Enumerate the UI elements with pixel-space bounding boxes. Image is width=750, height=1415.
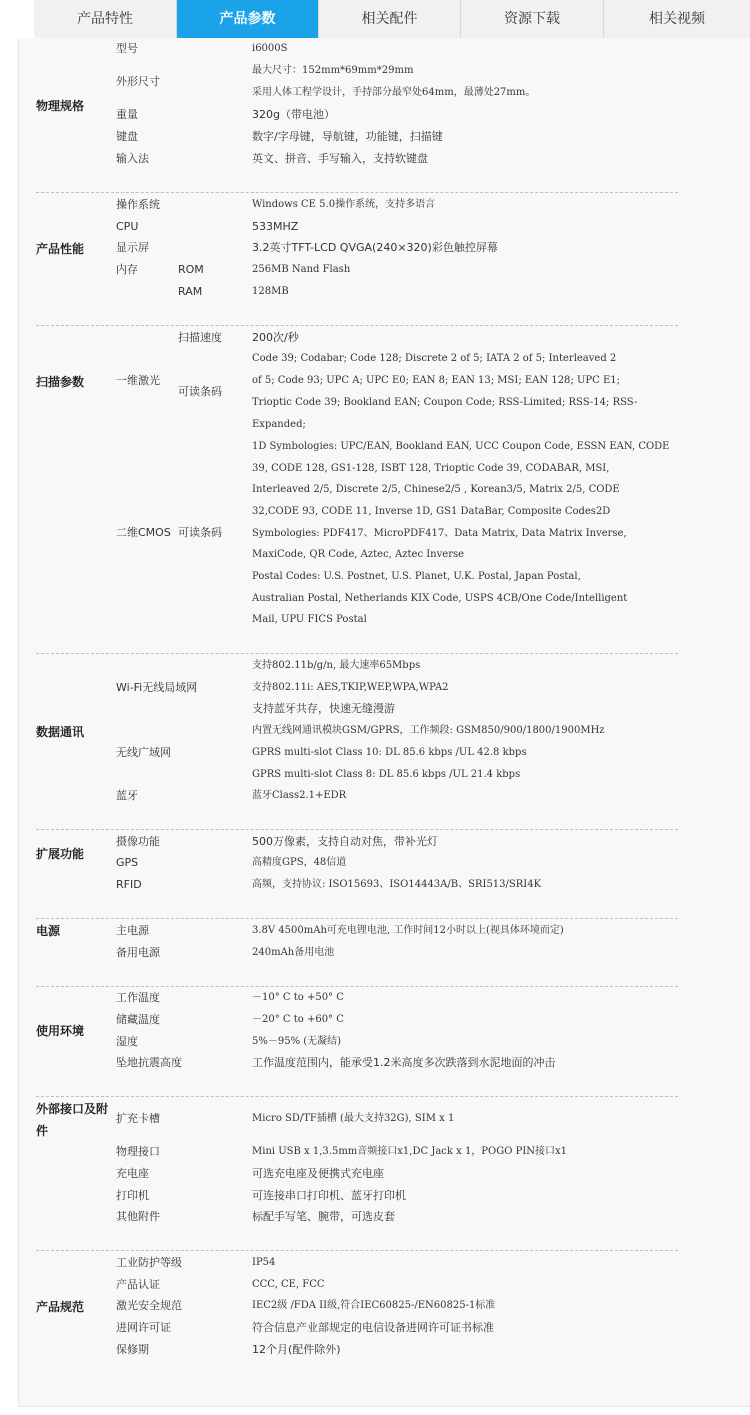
spec-value-size-2: 采用人体工程学设计，手持部分最窄处64mm，最薄处27mm。: [252, 87, 536, 98]
spec-value-model: i6000S: [252, 43, 288, 54]
spec-label-keyboard: 键盘: [116, 130, 138, 143]
spec-label-ram: RAM: [178, 285, 203, 298]
section-divider: [36, 918, 678, 919]
spec-label-memory: 内存: [116, 263, 138, 276]
spec-value-cmos-codes-line: MaxiCode, QR Code, Aztec, Aztec Inverse: [252, 549, 465, 560]
spec-label-wwan: 无线广域网: [116, 746, 171, 759]
spec-value-os: Windows CE 5.0操作系统，支持多语言: [252, 199, 436, 210]
section-divider: [36, 986, 678, 987]
spec-value-camera: 500万像素，支持自动对焦，带补光灯: [252, 835, 438, 848]
spec-label-cpu: CPU: [116, 220, 139, 233]
tab-features[interactable]: 产品特性: [34, 0, 177, 38]
spec-label-op-temp: 工作温度: [116, 991, 160, 1004]
spec-value-accessories: 标配手写笔、腕带，可选皮套: [252, 1210, 395, 1223]
spec-value-wifi: 支持蓝牙共存，快速无缝漫游: [252, 702, 395, 715]
spec-value-main-power: 3.8V 4500mAh可充电锂电池, 工作时间12小时以上(视具体环境而定): [252, 925, 564, 936]
spec-label-camera: 摄像功能: [116, 835, 160, 848]
spec-label-cmos-codes: 可读条码: [178, 526, 222, 539]
spec-value-drop: 工作温度范围内，能承受1.2米高度多次跌落到水泥地面的冲击: [252, 1056, 556, 1069]
spec-value-card-slot: Micro SD/TF插槽 (最大支持32G), SIM x 1: [252, 1113, 455, 1124]
spec-label-cradle: 充电座: [116, 1167, 149, 1180]
spec-value-cmos-codes-line: Mail, UPU FICS Postal: [252, 614, 367, 625]
section-divider: [36, 1250, 678, 1251]
spec-label-ports: 物理接口: [116, 1145, 160, 1158]
tab-downloads[interactable]: 资源下载: [461, 0, 604, 38]
spec-label-accessories: 其他附件: [116, 1210, 160, 1223]
spec-label-cmos: 二维CMOS: [116, 526, 171, 539]
spec-value-cmos-codes-line: Postal Codes: U.S. Postnet, U.S. Planet, U.K. Postal, Japan Postal,: [252, 571, 581, 582]
spec-value-cmos-codes-line: 39, CODE 128, GS1-128, ISBT 128, Trioptic Code 39, CODABAR, MSI,: [252, 463, 610, 474]
spec-value-cmos-codes-line: 32,CODE 93, CODE 11, Inverse 1D, GS1 DataBar, Composite Codes2D: [252, 506, 611, 517]
spec-label-humidity: 湿度: [116, 1035, 138, 1048]
tab-parameters[interactable]: 产品参数: [177, 0, 319, 38]
section-divider: [36, 325, 678, 326]
spec-value-wwan: GPRS multi-slot Class 8: DL 85.6 kbps /UL 21.4 kbps: [252, 769, 521, 780]
spec-value-input: 英文、拼音、手写输入，支持软键盘: [252, 152, 428, 165]
spec-value-laser-codes-line: Code 39; Codabar; Code 128; Discrete 2 of 5; IATA 2 of 5; Interleaved 2: [252, 353, 617, 364]
spec-value-ram: 128MB: [252, 286, 289, 297]
section-title-env: 使用环境: [36, 1024, 85, 1038]
spec-value-size-1: 最大尺寸：152mm*69mm*29mm: [252, 65, 414, 76]
spec-value-humidity: 5%－95% (无凝结): [252, 1036, 342, 1047]
product-tabs: [34, 0, 750, 38]
spec-label-warranty: 保修期: [116, 1343, 149, 1356]
spec-label-weight: 重量: [116, 108, 138, 121]
tab-accessories[interactable]: 相关配件: [319, 0, 461, 38]
spec-value-gps: 高精度GPS，48信道: [252, 857, 347, 868]
spec-value-cert: CCC, CE, FCC: [252, 1279, 325, 1290]
spec-value-cradle: 可选充电座及便携式充电座: [252, 1167, 384, 1180]
spec-label-laser-safety: 激光安全规范: [116, 1299, 182, 1312]
section-title-physical: 物理规格: [36, 99, 85, 113]
spec-label-ip: 工业防护等级: [116, 1256, 182, 1269]
section-title-scan: 扫描参数: [36, 375, 85, 389]
spec-label-storage-temp: 储藏温度: [116, 1013, 160, 1026]
section-divider: [36, 653, 678, 654]
spec-label-drop: 坠地抗震高度: [116, 1056, 182, 1069]
tab-videos[interactable]: 相关视频: [649, 11, 705, 27]
spec-value-ip: IP54: [252, 1257, 276, 1268]
spec-value-warranty: 12个月(配件除外): [252, 1343, 341, 1356]
spec-label-os: 操作系统: [116, 198, 160, 211]
spec-label-wifi: Wi-Fi无线局域网: [116, 681, 198, 694]
spec-value-cmos-codes-line: Australian Postal, Netherlands KIX Code, USPS 4CB/One Code/Intelligent: [252, 593, 628, 604]
spec-value-rfid: 高频，支持协议: ISO15693、ISO14443A/B、SRI513/SRI4K: [252, 879, 542, 890]
spec-value-backup-power: 240mAh备用电池: [252, 947, 335, 958]
spec-value-rom: 256MB Nand Flash: [252, 264, 351, 275]
spec-value-display: 3.2英寸TFT-LCD QVGA(240×320)彩色触控屏幕: [252, 241, 498, 254]
spec-label-printer: 打印机: [116, 1189, 149, 1202]
spec-value-storage-temp: －20° C to +60° C: [252, 1014, 344, 1025]
section-title-ext: 扩展功能: [36, 847, 85, 861]
spec-value-cmos-codes-line: Interleaved 2/5, Discrete 2/5, Chinese2/5 , Korean3/5, Matrix 2/5, CODE: [252, 484, 620, 495]
spec-value-license: 符合信息产业部规定的电信设备进网许可证书标准: [252, 1321, 494, 1334]
spec-value-laser-codes-line: Trioptic Code 39; Bookland EAN; Coupon Code; RSS-Limited; RSS-14; RSS-: [252, 397, 638, 408]
spec-label-scan-speed: 扫描速度: [178, 331, 222, 344]
section-divider: [36, 192, 678, 193]
spec-value-printer: 可连接串口打印机、蓝牙打印机: [252, 1189, 406, 1202]
spec-label-rom: ROM: [178, 263, 204, 276]
section-title-interface: 外部接口及附: [36, 1102, 109, 1116]
spec-value-cpu: 533MHZ: [252, 220, 299, 233]
spec-label-backup-power: 备用电源: [116, 946, 160, 959]
spec-value-wwan: 内置无线网通讯模块GSM/GPRS，工作频段: GSM850/900/1800/1900MHz: [252, 725, 605, 736]
spec-label-laser-codes: 可读条码: [178, 385, 222, 398]
spec-label-license: 进网许可证: [116, 1321, 171, 1334]
spec-label-main-power: 主电源: [116, 924, 149, 937]
section-title-performance: 产品性能: [36, 242, 85, 256]
spec-label-model: 型号: [116, 42, 138, 55]
spec-label-input: 输入法: [116, 152, 149, 165]
spec-label-cert: 产品认证: [116, 1278, 160, 1291]
section-divider: [36, 1096, 678, 1097]
spec-value-laser-codes-line: Expanded;: [252, 419, 306, 430]
spec-value-cmos-codes-line: Symbologies: PDF417、MicroPDF417、Data Matrix, Data Matrix Inverse,: [252, 528, 627, 539]
spec-value-weight: 320g（带电池）: [252, 108, 335, 121]
spec-label-rfid: RFID: [116, 878, 142, 891]
spec-value-op-temp: －10° C to +50° C: [252, 992, 344, 1003]
spec-value-keyboard: 数字/字母键，导航键，功能键，扫描键: [252, 130, 443, 143]
spec-value-laser-codes-line: of 5; Code 93; UPC A; UPC E0; EAN 8; EAN 13; MSI; EAN 128; UPC E1;: [252, 375, 620, 386]
spec-label-bluetooth: 蓝牙: [116, 789, 138, 802]
section-title-power: 电源: [36, 924, 61, 938]
spec-value-wifi: 支持802.11i: AES,TKIP,WEP,WPA,WPA2: [252, 682, 449, 693]
spec-value-cmos-codes-line: 1D Symbologies: UPC/EAN, Bookland EAN, UCC Coupon Code, ESSN EAN, CODE: [252, 441, 670, 452]
spec-label-laser: 一维激光: [116, 374, 160, 387]
spec-value-laser-safety: IEC2级 /FDA II级,符合IEC60825-/EN60825-1标准: [252, 1300, 496, 1311]
spec-value-bluetooth: 蓝牙Class2.1+EDR: [252, 790, 347, 801]
section-title-comm: 数据通讯: [36, 725, 85, 739]
spec-label-size: 外形尺寸: [116, 75, 160, 88]
spec-value-scan-speed: 200次/秒: [252, 331, 299, 344]
section-title-spec: 产品规范: [36, 1300, 85, 1314]
section-divider: [36, 829, 678, 830]
section-title-interface: 件: [36, 1124, 49, 1138]
spec-label-card-slot: 扩充卡槽: [116, 1112, 160, 1125]
spec-label-display: 显示屏: [116, 241, 149, 254]
spec-label-gps: GPS: [116, 856, 139, 869]
spec-value-ports: Mini USB x 1,3.5mm音频接口x1,DC Jack x 1，POGO PIN接口x1: [252, 1146, 568, 1157]
spec-value-wwan: GPRS multi-slot Class 10: DL 85.6 kbps /UL 42.8 kbps: [252, 747, 527, 758]
spec-value-wifi: 支持802.11b/g/n, 最大速率65Mbps: [252, 660, 421, 671]
